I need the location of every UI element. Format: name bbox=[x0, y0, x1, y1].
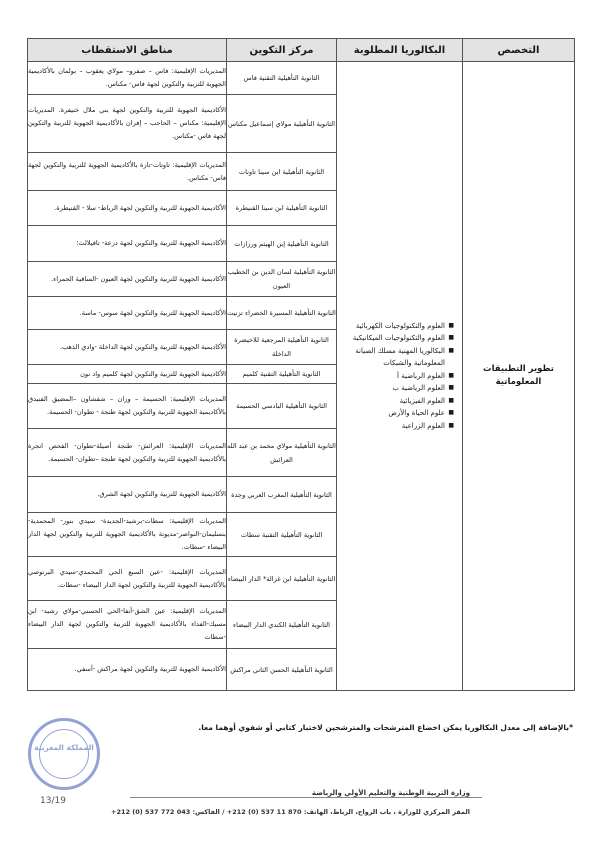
center-cell: الثانوية التأهيلية المرجعية للاخيضرة الداخلة bbox=[227, 330, 337, 365]
header-center: مركز التكوين bbox=[227, 39, 337, 62]
footer-address: المقر المركزي للوزارة ، باب الرواح، الرباط، الهاتف: 870 11 537 (0) 212+ / الفاكس: 043 772 537 (0) 212+ bbox=[110, 808, 470, 816]
center-cell: الثانوية التأهيلية التقنية فاس bbox=[227, 62, 337, 95]
center-cell: الثانوية التأهيلية ابن غزالة* الدار البيضاء bbox=[227, 557, 337, 601]
center-cell: الثانوية التأهيلية البادسي الحسيمة bbox=[227, 384, 337, 429]
zones-cell: الأكاديمية الجهوية للتربية والتكوين لجهة العيون -الساقية الحمراء. bbox=[28, 262, 227, 297]
header-bac: البكالوريا المطلوبة bbox=[337, 39, 463, 62]
page-number: 13/19 bbox=[40, 796, 66, 806]
official-stamp bbox=[28, 718, 100, 790]
header-specialty: التخصص bbox=[463, 39, 575, 62]
training-centers-table bbox=[27, 38, 575, 691]
zones-cell: الأكاديمية الجهوية للتربية والتكوين لجهة الداخلة -وادي الذهب. bbox=[28, 330, 227, 365]
stamp-text: المملكة المغربية bbox=[34, 743, 94, 752]
table-header-row bbox=[28, 39, 575, 62]
center-cell: الثانوية التأهيلية إبن الهيثم ورزازات bbox=[227, 226, 337, 262]
bac-list-item: ■ العلوم الرياضية ب bbox=[337, 382, 454, 395]
center-cell: الثانوية التأهيلية ابن سينا تاونات bbox=[227, 153, 337, 191]
bac-list-item: ■ علوم الحياة والأرض bbox=[337, 407, 454, 420]
center-cell: الثانوية التأهيلية التقنية سطات bbox=[227, 513, 337, 557]
zones-cell: الأكاديمية الجهوية للتربية والتكوين لجهة كلميم واد نون bbox=[28, 365, 227, 384]
zones-cell: المديريات الإقليمية: سطات-برشيد-الجديدة- سيدي بنور- المحمدية-بنسليمان-النواصر-مديونة بالأكاديمية الجهوية للتربية والتكوين لجهة الدار البيضاء -سطات. bbox=[28, 513, 227, 557]
zones-cell: المديريات الإقليمية: فاس – صفرو– مولاي يعقوب – بولمان بالأكاديمية الجهوية للتربية والتكوين لجهة فاس- مكناس. bbox=[28, 62, 227, 95]
bac-list-item: ■ العلوم والتكنولوجيات الكهربائية bbox=[337, 320, 454, 333]
zones-cell: الأكاديمية الجهوية للتربية والتكوين لجهة درعة- تافيلالت؛ bbox=[28, 226, 227, 262]
center-cell: الثانوية التأهيلية المسيرة الخضراء تزنيت bbox=[227, 297, 337, 330]
center-cell: الثانوية التأهيلية مولاي إسماعيل مكناس bbox=[227, 95, 337, 153]
zones-cell: المديريات الإقليمية: الحسيمة – وزان – شفشاون –المضيق الفنيدق بالأكاديمية الجهوية للتربية والتكوين لجهة طنجة - تطوان- الحسيمة. bbox=[28, 384, 227, 429]
stamp-inner-ring bbox=[39, 729, 89, 779]
center-cell: الثانوية التأهيلية الحسن الثاني مراكش bbox=[227, 649, 337, 691]
zones-cell: الأكاديمية الجهوية للتربية والتكوين لجهة الشرق. bbox=[28, 477, 227, 513]
center-cell: الثانوية التأهيلية مولاي محمد بن عبد الله العرائش bbox=[227, 429, 337, 477]
bac-cell bbox=[337, 62, 463, 691]
bac-list bbox=[337, 320, 462, 433]
bac-list-item: ■ العلوم الفيزيائية bbox=[337, 395, 454, 408]
center-cell: الثانوية التأهيلية لسان الدين بن الخطيب العيون bbox=[227, 262, 337, 297]
center-cell: الثانوية التأهيلية التقنية كلميم bbox=[227, 365, 337, 384]
table-body bbox=[28, 62, 575, 691]
bac-list-item: ■ العلوم والتكنولوجيات الميكانيكية bbox=[337, 332, 454, 345]
zones-cell: المديريات الإقليمية: عين الشق-أنفا-الحي الحسني-مولاي رشيد- ابن مسيك-الفداء بالأكاديمية الجهوية للتربية والتكوين لجهة الدار البيضاء -سطات bbox=[28, 601, 227, 649]
center-cell: الثانوية التأهيلية الكندي الدار البيضاء bbox=[227, 601, 337, 649]
center-cell: الثانوية التأهيلية المغرب العربي وجدة bbox=[227, 477, 337, 513]
footnote: *بالإضافة إلى معدل البكالوريا يمكن اخضاع المترشحات والمترشحين لاختبار كتابي أو شفوي أوهما معا. bbox=[198, 723, 573, 732]
center-cell: الثانوية التأهيلية ابن سينا القنيطرة bbox=[227, 191, 337, 226]
zones-cell: الأكاديمية الجهوية للتربية والتكوين لجهة مراكش -أسفي. bbox=[28, 649, 227, 691]
bac-list-item: ■ العلوم الزراعية bbox=[337, 420, 454, 433]
table-row bbox=[28, 62, 575, 95]
footer-ministry: وزارة التربية الوطنية والتعليم الأولي والرياضة bbox=[311, 789, 470, 797]
specialty-cell: تطوير التطبيقات المعلوماتية bbox=[463, 62, 575, 691]
zones-cell: المديريات الإقليمية: تاونات-تازة بالأكاديمية الجهوية للتربية والتكوين لجهة فاس- مكناس. bbox=[28, 153, 227, 191]
zones-cell: المديريات الإقليمية: -عين السبع الحي المحمدي-سيدي البرنوصي بالأكاديمية الجهوية للتربية والتكوين لجهة الدار البيضاء -سطات. bbox=[28, 557, 227, 601]
bac-list-item: ■ العلوم الرياضية أ bbox=[337, 370, 454, 383]
zones-cell: المديريات الإقليمية: العرائش- طنجة أصيلة-تطوان- الفحص انجرة بالأكاديمية الجهوية للتربية والتكوين لجهة طنجة –تطوان- الحسيمة. bbox=[28, 429, 227, 477]
zones-cell: الأكاديمية الجهوية للتربية والتكوين لجهة الرباط- سلا - القنيطرة. bbox=[28, 191, 227, 226]
footer-divider bbox=[130, 797, 482, 798]
bac-list-item: ■ البكالوريا المهنية مسلك الصيانة المعلوماتية والشبكات bbox=[337, 345, 454, 370]
header-zones: مناطق الاستقطاب bbox=[28, 39, 227, 62]
zones-cell: الأكاديمية الجهوية للتربية والتكوين لجهة سوس- ماسة. bbox=[28, 297, 227, 330]
zones-cell: الأكاديمية الجهوية للتربية والتكوين لجهة بني ملال خنيفرة. المديريات الإقليمية: مكناس – الحاجب – إفران بالأكاديمية الجهوية للتربية والتكوين لجهة فاس -مكناس. bbox=[28, 95, 227, 153]
